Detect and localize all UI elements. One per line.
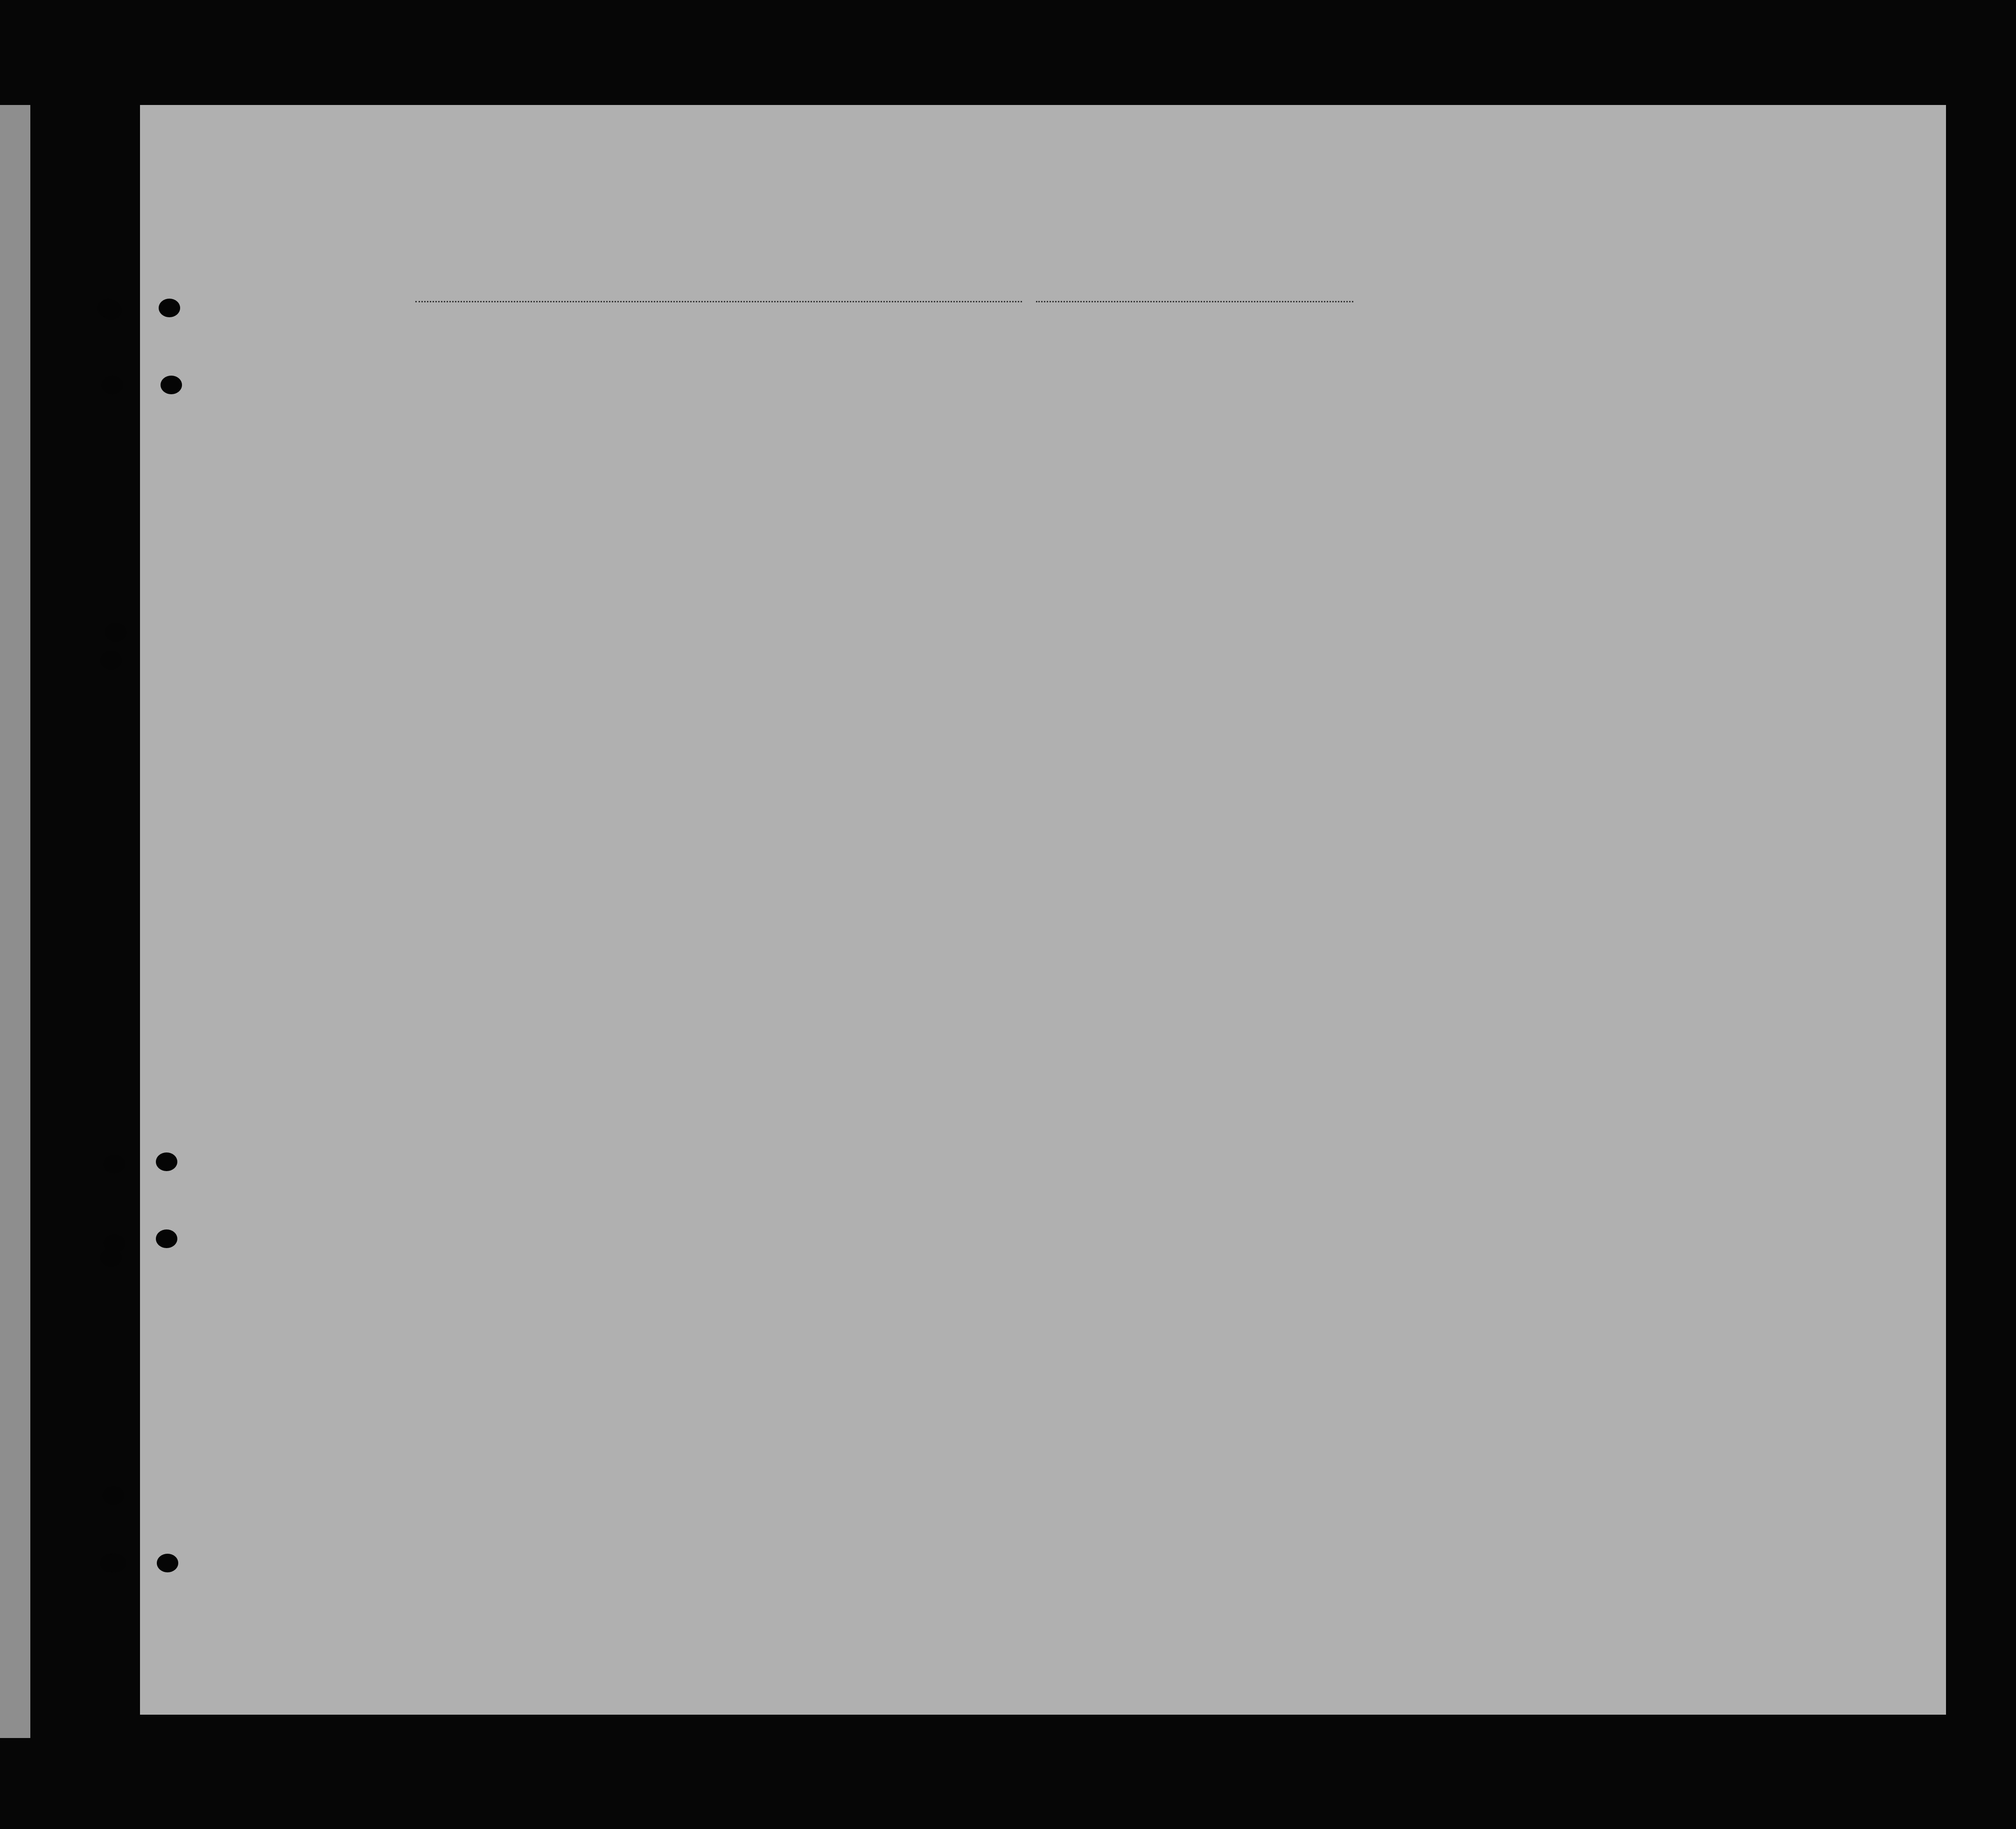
punch-hole xyxy=(104,1155,125,1173)
punch-hole xyxy=(97,299,119,317)
punch-hole xyxy=(105,623,126,642)
punch-hole xyxy=(156,1152,177,1171)
punch-hole xyxy=(159,299,180,317)
punch-hole xyxy=(161,376,182,394)
punch-hole xyxy=(157,1554,178,1572)
date-line xyxy=(1036,301,1353,302)
binder-hole xyxy=(100,651,122,670)
punch-hole xyxy=(104,1234,125,1253)
form-grid xyxy=(140,105,1946,1715)
punch-hole xyxy=(103,1486,124,1505)
punch-hole xyxy=(105,1554,126,1572)
port-line xyxy=(415,301,1022,302)
punch-hole xyxy=(102,376,123,394)
punch-hole xyxy=(156,1229,177,1248)
manifest-sheet xyxy=(140,105,1946,1715)
adjacent-page-strip xyxy=(0,105,30,1738)
